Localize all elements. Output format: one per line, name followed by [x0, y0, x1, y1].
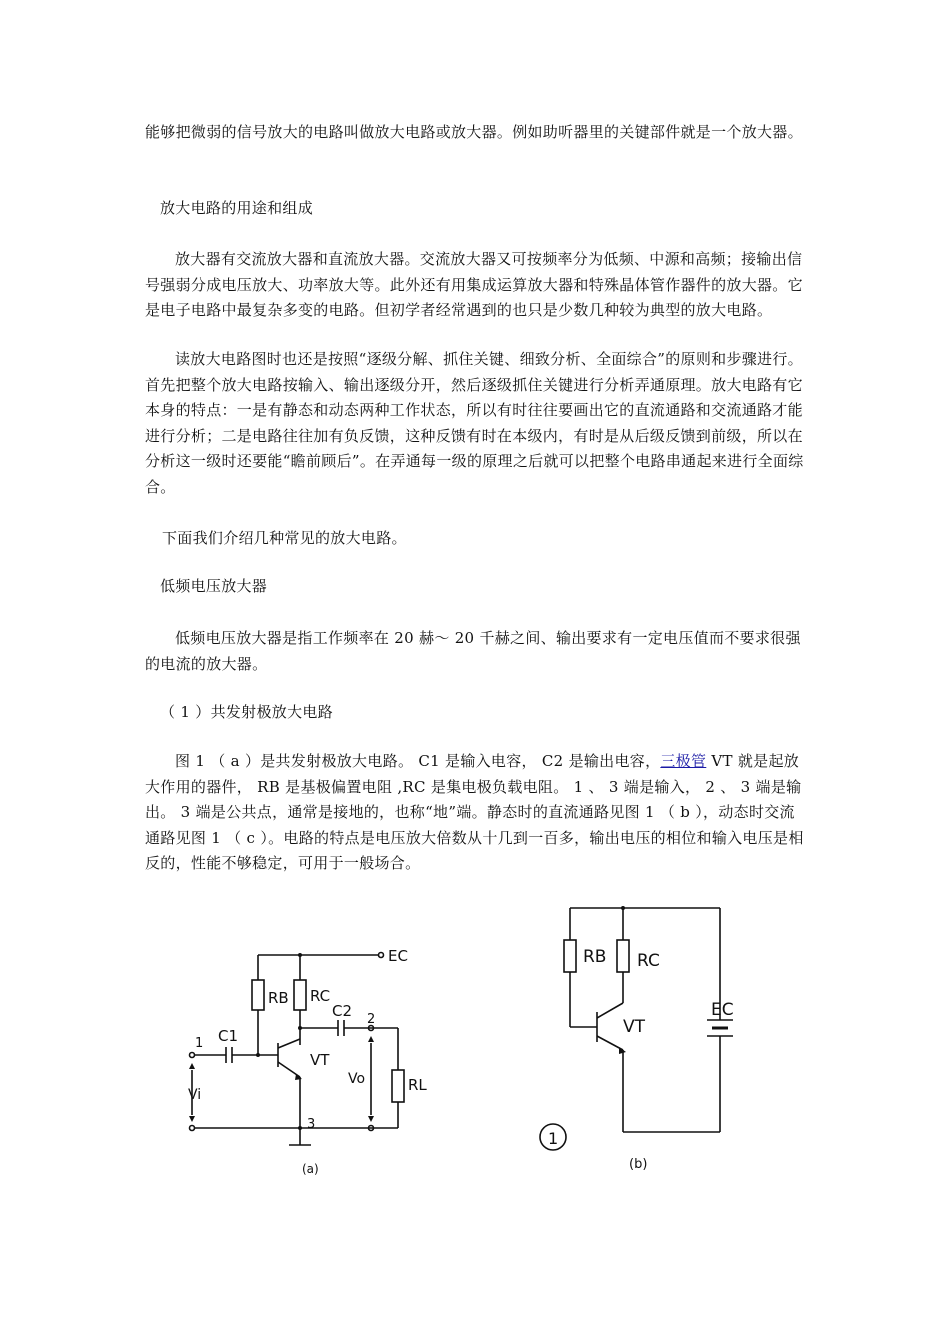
- caption-a: (a): [302, 1162, 319, 1176]
- heading-usage: 放大电路的用途和组成: [160, 199, 314, 217]
- label-ec-a: EC: [388, 947, 408, 965]
- heading-common-emitter: （ 1 ）共发射极放大电路: [160, 703, 333, 721]
- caption-b: (b): [629, 1157, 648, 1172]
- label-rb-b: RB: [583, 947, 607, 967]
- figure-b-circuit: [535, 900, 765, 1180]
- label-vi: Vi: [188, 1087, 202, 1103]
- label-node3: 3: [307, 1117, 316, 1132]
- label-vt-b: VT: [623, 1017, 646, 1037]
- label-rc-a: RC: [310, 987, 331, 1005]
- usage-paragraph: 放大器有交流放大器和直流放大器。交流放大器又可按频率分为低频、中源和高频；接输出信号强弱分成电压放大、功率放大等。此外还有用集成运算放大器和特殊晶体管作器件的放大器。它是电子电路中最复杂多变的电路。但初学者经常遇到的也只是少数几种较为典型的放大电路。: [145, 250, 803, 319]
- label-node2: 2: [367, 1012, 376, 1027]
- next-paragraph: 下面我们介绍几种常见的放大电路。: [162, 529, 407, 547]
- method-paragraph: 读放大电路图时也还是按照“逐级分解、抓住关键、细致分析、全面综合”的原则和步骤进行。首先把整个放大电路按输入、输出逐级分开，然后逐级抓住关键进行分析弄通原理。放大电路有它本身的特点：一是有静态和动态两种工作状态，所以有时往往要画出它的直流通路和交流通路才能进行分析；二是电路往往加有负反馈，这种反馈有时在本级内，有时是从后级反馈到前级，所以在分析这一级时还要能“瞻前顾后”。在弄通每一级的原理之后就可以把整个电路串通起来进行全面综合。: [145, 350, 804, 496]
- lowfreq-paragraph: 低频电压放大器是指工作频率在 20 赫～ 20 千赫之间、输出要求有一定电压值而不要求很强的电流的放大器。: [145, 629, 801, 673]
- label-c1: C1: [218, 1027, 239, 1045]
- label-c2: C2: [332, 1002, 353, 1020]
- ce-text-part1: 图 1 （ a ）是共发射极放大电路。 C1 是输入电容， C2 是输出电容，: [175, 752, 661, 770]
- heading-lowfreq: 低频电压放大器: [160, 577, 268, 595]
- label-node1: 1: [195, 1036, 204, 1051]
- label-vt-a: VT: [310, 1051, 330, 1069]
- label-circled-1: 1: [548, 1129, 559, 1148]
- ce-text-part2: VT 就是起放大作用的器件， RB 是基极偏置电阻 ,RC 是集电极负载电阻。 1 、 3 端是输入， 2 、 3 端是输出。 3 端是公共点，通常是接地的，也称“地”端。静态时的直流通路见图 1 （ b ），动态时交流通路见图 1 （ c ）。电路的特点是电压放大倍数从十几到一百多，输出电压的相位和输入电压是相反的，性能不够稳定，可用于一般场合。: [145, 752, 804, 872]
- common-emitter-paragraph: [145, 749, 807, 877]
- intro-paragraph: 能够把微弱的信号放大的电路叫做放大电路或放大器。例如助听器里的关键部件就是一个放大器。: [145, 123, 803, 141]
- label-vo: Vo: [348, 1071, 366, 1087]
- label-ec-b: EC: [711, 1000, 734, 1020]
- label-rc-b: RC: [637, 951, 660, 971]
- transistor-link[interactable]: 三极管: [660, 752, 707, 770]
- figure-a-circuit: [170, 935, 450, 1180]
- label-rl: RL: [408, 1076, 427, 1094]
- label-rb-a: RB: [268, 989, 289, 1007]
